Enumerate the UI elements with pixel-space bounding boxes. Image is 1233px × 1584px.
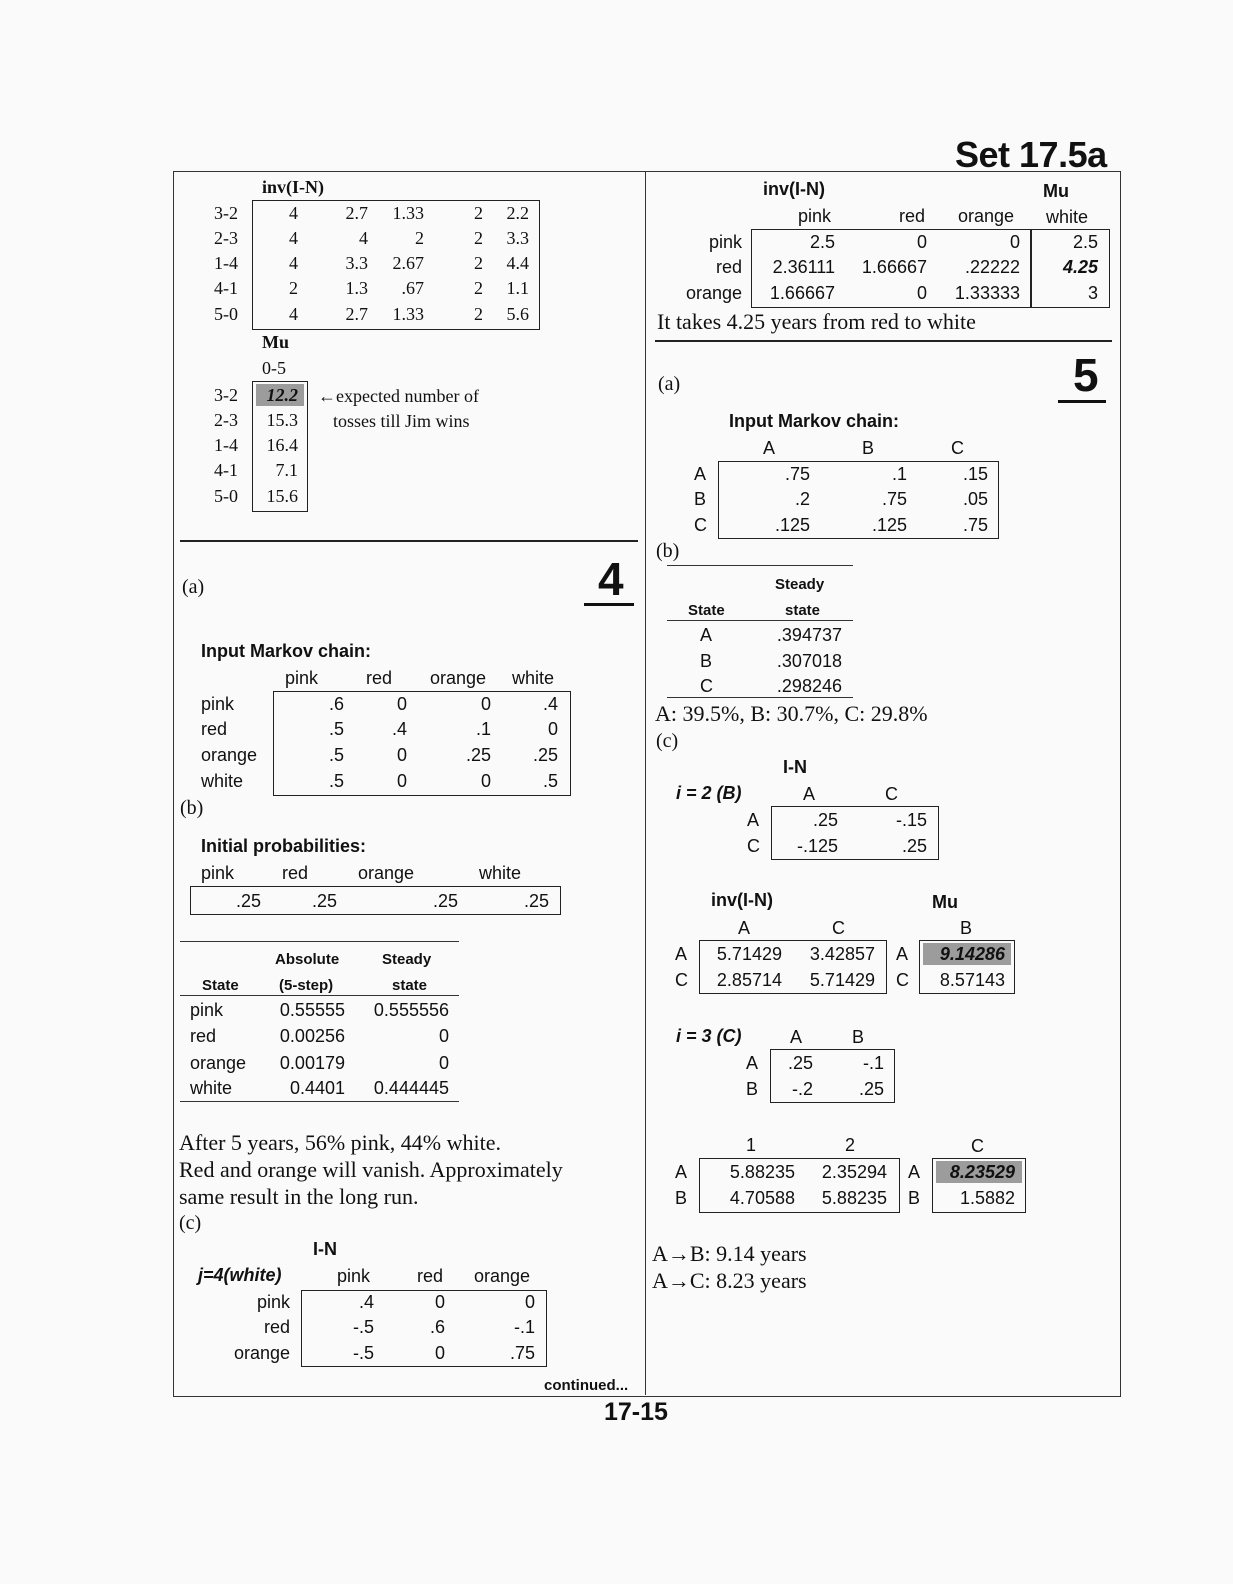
table-cell: .75 [962, 515, 988, 535]
row-label: white [190, 1078, 233, 1098]
col-header: A [738, 918, 751, 938]
table-cell: 0.55555 [279, 1000, 345, 1020]
mu-value-highlighted: 12.2 [266, 385, 298, 405]
table-cell: 0 [396, 694, 407, 714]
row-label: B [675, 1188, 688, 1208]
row-label: A [908, 1162, 921, 1182]
table-cell: .25 [432, 891, 458, 911]
table-cell: .25 [523, 891, 549, 911]
col-header: red [417, 1266, 444, 1286]
in-title: I-N [783, 757, 807, 777]
col-header: State [202, 977, 239, 994]
markov-title: Input Markov chain: [729, 411, 900, 431]
table-cell: 2.35294 [821, 1162, 887, 1182]
table-cell: 4 [289, 228, 298, 248]
initial-title: Initial probabilities: [201, 836, 367, 856]
mu-value-highlighted: 9.14286 [939, 944, 1005, 964]
table-cell: .25 [858, 1079, 884, 1099]
table-cell: 4 [359, 228, 368, 248]
row-label: A [675, 1162, 688, 1182]
table-cell: 0 [916, 232, 927, 252]
section-divider [655, 340, 1112, 342]
table-cell: .25 [812, 810, 838, 830]
table-cell: 2 [474, 228, 483, 248]
table-cell: 0 [547, 719, 558, 739]
table-cell: .25 [311, 891, 337, 911]
col-header: B [852, 1027, 865, 1047]
col-header: (5-step) [279, 977, 334, 994]
right-mu-label: Mu [1043, 181, 1069, 201]
col-header: orange [958, 206, 1015, 226]
row-label: orange [685, 283, 742, 303]
table-cell: -.5 [352, 1343, 374, 1363]
mu-value: 3 [1087, 283, 1098, 303]
col-header: 1 [746, 1135, 757, 1155]
col-header: State [688, 602, 725, 619]
table-cell: .25 [235, 891, 261, 911]
table-cell: 0.444445 [373, 1078, 449, 1098]
table-cell: .6 [328, 694, 344, 714]
table-cell: .1 [891, 464, 907, 484]
row-label: 3-2 [214, 203, 238, 223]
problem-number-underline [584, 603, 634, 606]
row-label: orange [233, 1343, 290, 1363]
page-title: Set 17.5a [955, 134, 1107, 175]
mu-note: ←expected number of [318, 386, 479, 406]
col-header: A [763, 438, 776, 458]
row-label: A [694, 464, 707, 484]
row-label: A [896, 944, 909, 964]
table-cell: 2 [289, 278, 298, 298]
part-a-label: (a) [182, 576, 205, 598]
table-cell: 4.70588 [729, 1188, 795, 1208]
col-header: red [282, 863, 309, 883]
mu-label: Mu [932, 892, 958, 912]
conclusion-text: same result in the long run. [179, 1184, 419, 1209]
col-header: orange [474, 1266, 531, 1286]
row-label: orange [201, 745, 258, 765]
table-cell: .5 [542, 771, 558, 791]
column-divider [645, 171, 646, 1395]
right-invIN-label: inv(I-N) [763, 179, 825, 199]
row-label: B [746, 1079, 759, 1099]
table-cell: 2 [474, 203, 483, 223]
table-rule [180, 941, 459, 942]
in-title: I-N [313, 1239, 337, 1259]
table-cell: 0 [480, 771, 491, 791]
col-header: orange [358, 863, 415, 883]
table-cell: -.1 [862, 1053, 884, 1073]
table-rule [180, 1101, 459, 1102]
col-header: state [392, 977, 428, 994]
table-cell: 1.66667 [769, 283, 835, 303]
table-cell: .2 [794, 489, 810, 509]
mu-note: tosses till Jim wins [333, 411, 470, 431]
table-cell: .05 [962, 489, 988, 509]
table-cell: 2.2 [506, 203, 529, 223]
table-cell: 1.33333 [954, 283, 1020, 303]
table-cell: 1.33 [392, 203, 424, 223]
row-label: pink [201, 694, 235, 714]
table-cell: -.2 [791, 1079, 813, 1099]
table-cell: 0 [438, 1053, 449, 1073]
col-header: pink [201, 863, 235, 883]
col-header: 2 [845, 1135, 856, 1155]
table-cell: 5.71429 [716, 944, 782, 964]
col-header: red [366, 668, 393, 688]
row-label: B [908, 1188, 921, 1208]
table-cell: 0.00256 [279, 1026, 345, 1046]
section-divider [180, 540, 638, 542]
conclusion-text: After 5 years, 56% pink, 44% white. [179, 1130, 501, 1155]
percent-line: A: 39.5%, B: 30.7%, C: 29.8% [655, 701, 928, 726]
table-cell: 0.00179 [279, 1053, 345, 1073]
table-cell: .25 [901, 836, 927, 856]
row-label: pink [190, 1000, 224, 1020]
table-cell: 2.7 [345, 304, 368, 324]
table-cell: 2.36111 [772, 257, 835, 277]
table-cell: 5.71429 [809, 970, 875, 990]
table-cell: 0 [396, 745, 407, 765]
col-header: red [899, 206, 926, 226]
mu-value: 7.1 [275, 460, 298, 480]
table-cell: 4 [289, 304, 298, 324]
row-label: red [190, 1026, 217, 1046]
col-header: pink [337, 1266, 371, 1286]
row-label: red [201, 719, 228, 739]
table-cell: 4 [289, 253, 298, 273]
part-c-label: (c) [656, 730, 679, 752]
col-header: white [479, 863, 522, 883]
table-cell: .4 [542, 694, 558, 714]
table-cell: .75 [784, 464, 810, 484]
col-header: white [512, 668, 555, 688]
col-header: A [803, 784, 816, 804]
col-header: state [785, 602, 821, 619]
row-label: B [694, 489, 707, 509]
part-a-label: (a) [658, 373, 681, 395]
table-cell: 2.7 [345, 203, 368, 223]
row-label: C [694, 515, 707, 535]
table-cell: .298246 [776, 676, 842, 696]
table-cell: .125 [774, 515, 810, 535]
row-label: B [700, 651, 713, 671]
table-cell: 0 [480, 694, 491, 714]
table-cell: .4 [358, 1292, 374, 1312]
continued-label: continued... [544, 1377, 629, 1394]
answer-text: A→B: 9.14 years [652, 1241, 807, 1266]
table-rule [667, 697, 853, 698]
conclusion-text: It takes 4.25 years from red to white [657, 309, 976, 334]
col-header: Steady [382, 951, 432, 968]
conclusion-text: Red and orange will vanish. Approximately [179, 1157, 563, 1182]
col-header: pink [798, 206, 832, 226]
problem-number-5: 5 [1073, 349, 1099, 401]
table-cell: 2.67 [392, 253, 424, 273]
table-cell: 2 [474, 304, 483, 324]
table-cell: .5 [328, 719, 344, 739]
table-cell: .15 [962, 464, 988, 484]
table-cell: 3.42857 [809, 944, 875, 964]
mu-value-highlighted: 4.25 [1062, 257, 1098, 277]
table-cell: .5 [328, 771, 344, 791]
row-label: red [715, 257, 742, 277]
row-label: red [263, 1317, 290, 1337]
table-cell: .25 [787, 1053, 813, 1073]
table-cell: 0 [916, 283, 927, 303]
table-cell: 3.3 [506, 228, 529, 248]
table-cell: 2 [474, 278, 483, 298]
row-label: pink [708, 232, 742, 252]
table-cell: 5.88235 [821, 1188, 887, 1208]
col-header: C [885, 784, 898, 804]
table-cell: 0 [524, 1292, 535, 1312]
table-cell: .67 [401, 278, 424, 298]
row-label: A [746, 1053, 759, 1073]
inv-label: inv(I-N) [711, 890, 773, 910]
mu-value-highlighted: 8.23529 [949, 1162, 1015, 1182]
row-label: 1-4 [214, 435, 238, 455]
col-header: C [971, 1136, 984, 1156]
table-cell: 2.5 [809, 232, 835, 252]
table-cell: .5 [328, 745, 344, 765]
answer-text: A→C: 8.23 years [652, 1268, 807, 1293]
table-rule [180, 995, 459, 996]
table-cell: 0 [396, 771, 407, 791]
col-header: A [790, 1027, 803, 1047]
col-header: C [951, 438, 964, 458]
row-label: 5-0 [214, 304, 238, 324]
mu-value: 16.4 [266, 435, 298, 455]
table-rule [667, 620, 853, 621]
col-header: B [960, 918, 973, 938]
col-header: orange [430, 668, 487, 688]
table-cell: .394737 [776, 625, 842, 645]
table-cell: 5.88235 [729, 1162, 795, 1182]
col-header: white [1046, 207, 1089, 227]
table-cell: -.15 [895, 810, 927, 830]
row-label: A [747, 810, 760, 830]
table-cell: 4 [289, 203, 298, 223]
row-label: 3-2 [214, 385, 238, 405]
mu-value: 8.57143 [939, 970, 1005, 990]
table-cell: .4 [391, 719, 407, 739]
row-label: pink [256, 1292, 290, 1312]
table-cell: .75 [509, 1343, 535, 1363]
mu-sublabel: 0-5 [262, 358, 286, 378]
row-label: C [700, 676, 713, 696]
col-header: Steady [775, 576, 825, 593]
table-cell: 4.4 [506, 253, 529, 273]
problem-number-underline [1058, 400, 1106, 403]
table-cell: -.125 [796, 836, 838, 856]
table-cell: 1.33 [392, 304, 424, 324]
i-label: i = 3 (C) [676, 1026, 742, 1046]
table-rule [667, 565, 853, 566]
table-cell: 0 [434, 1343, 445, 1363]
table-cell: .125 [871, 515, 907, 535]
mu-value: 1.5882 [959, 1188, 1015, 1208]
row-label: C [675, 970, 688, 990]
page-number: 17-15 [604, 1398, 668, 1426]
row-label: C [747, 836, 760, 856]
markov-title: Input Markov chain: [201, 641, 372, 661]
table-cell: -.1 [513, 1317, 535, 1337]
row-label: 4-1 [214, 460, 238, 480]
table-cell: .307018 [776, 651, 842, 671]
row-label: 5-0 [214, 486, 238, 506]
problem-number-4: 4 [598, 553, 624, 605]
col-header: pink [285, 668, 319, 688]
table-cell: 0.555556 [373, 1000, 449, 1020]
table-cell: 3.3 [345, 253, 368, 273]
table-cell: 2 [415, 228, 424, 248]
col-header: C [832, 918, 845, 938]
table-cell: .75 [881, 489, 907, 509]
row-label: A [700, 625, 713, 645]
table-cell: 0 [434, 1292, 445, 1312]
row-label: white [201, 771, 244, 791]
row-label: A [675, 944, 688, 964]
table-cell: -.5 [352, 1317, 374, 1337]
mu-label: Mu [262, 332, 289, 352]
table-cell: 0.4401 [289, 1078, 345, 1098]
mu-value: 15.6 [266, 486, 298, 506]
table-cell: .25 [465, 745, 491, 765]
left-invIN-label: inv(I-N) [262, 177, 324, 197]
table-cell: 2.85714 [716, 970, 782, 990]
i-label: i = 2 (B) [676, 783, 742, 803]
table-cell: .6 [429, 1317, 445, 1337]
part-b-label: (b) [656, 540, 680, 562]
table-cell: .25 [532, 745, 558, 765]
table-cell: .1 [475, 719, 491, 739]
table-cell: 2 [474, 253, 483, 273]
table-cell: 1.66667 [861, 257, 927, 277]
table-cell: 1.3 [345, 278, 368, 298]
col-header: B [862, 438, 875, 458]
row-label: 4-1 [214, 278, 238, 298]
table-cell: 5.6 [506, 304, 529, 324]
row-label: 1-4 [214, 253, 238, 273]
row-label: 2-3 [214, 410, 238, 430]
col-header: Absolute [275, 951, 340, 968]
table-cell: .22222 [964, 257, 1020, 277]
table-cell: 0 [1009, 232, 1020, 252]
j-label: j=4(white) [198, 1265, 282, 1285]
row-label: 2-3 [214, 228, 238, 248]
mu-value: 15.3 [266, 410, 298, 430]
part-b-label: (b) [180, 797, 204, 819]
row-label: orange [190, 1053, 247, 1073]
table-cell: 0 [438, 1026, 449, 1046]
table-cell: 1.1 [506, 278, 529, 298]
row-label: C [896, 970, 909, 990]
part-c-label: (c) [179, 1212, 202, 1234]
mu-value: 2.5 [1072, 232, 1098, 252]
